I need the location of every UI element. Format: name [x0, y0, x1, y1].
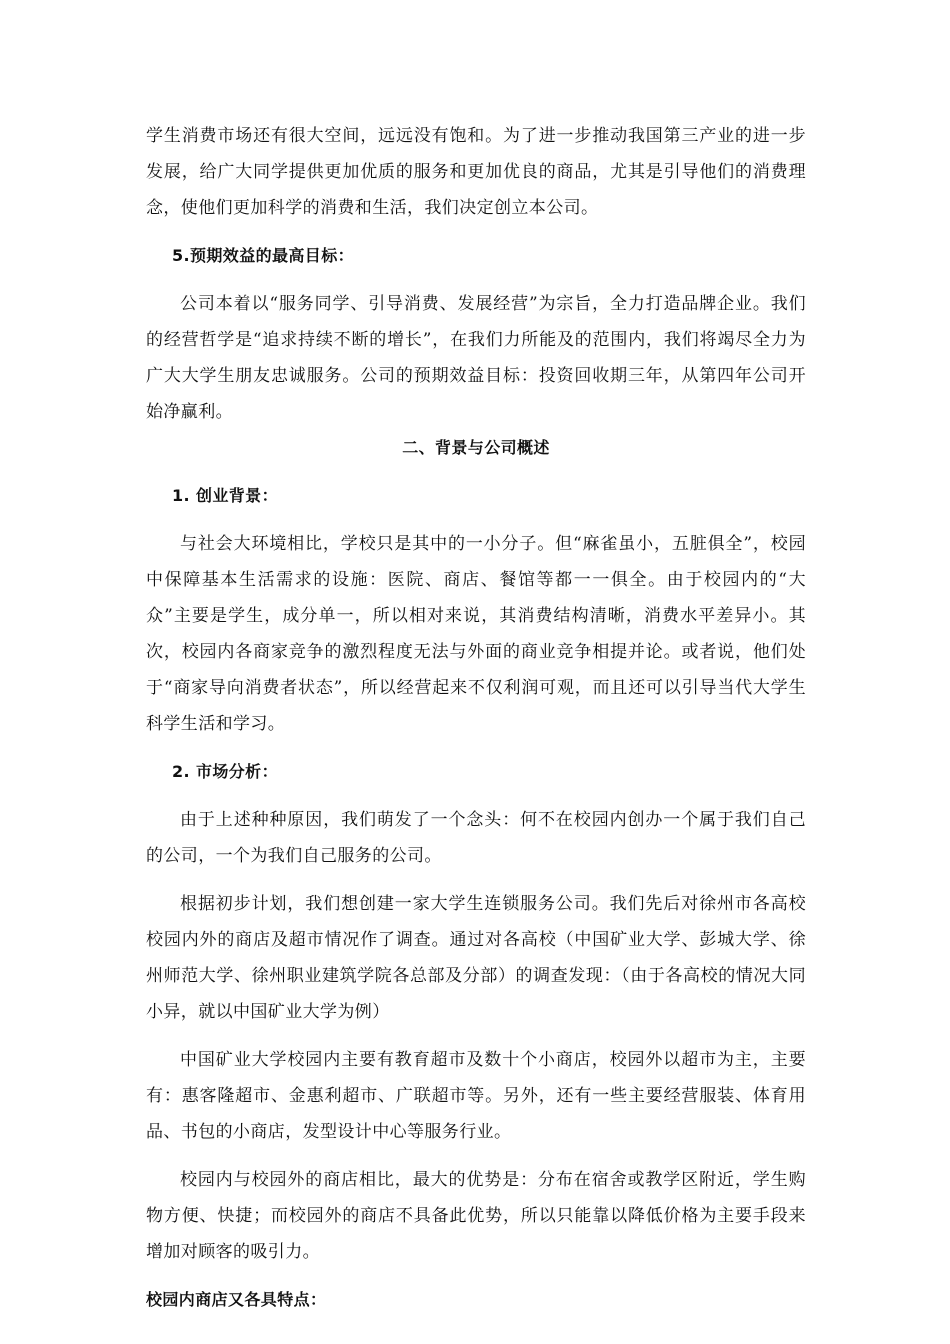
paragraph-company-goal: 公司本着以“服务同学、引导消费、发展经营”为宗旨，全力打造品牌企业。我们的经营哲学是“追求持续不断的增长”，在我们力所能及的范围内，我们将竭尽全力为广大大学生朋友忠诚服务。公司的预期效益目标：投资回收期三年，从第四年公司开始净赢利。: [146, 294, 806, 422]
paragraph-idea: 由于上述种种原因，我们萌发了一个念头：何不在校园内创办一个属于我们自己的公司，一个为我们自己服务的公司。: [146, 810, 806, 866]
document-body: [146, 118, 806, 1318]
heading-expected-benefit: 5.预期效益的最高目标：: [172, 246, 355, 265]
paragraph-startup-background: 与社会大环境相比，学校只是其中的一小分子。但“麻雀虽小，五脏俱全”，校园中保障基本生活需求的设施：医院、商店、餐馆等都一一俱全。由于校园内的“大众”主要是学生，成分单一，所以相对来说，其消费结构清晰，消费水平差异小。其次，校园内各商家竞争的激烈程度无法与外面的商业竞争相提并论。或者说，他们处于“商家导向消费者状态”，所以经营起来不仅利润可观，而且还可以引导当代大学生科学生活和学习。: [146, 534, 806, 734]
paragraph-advantage: 校园内与校园外的商店相比，最大的优势是：分布在宿舍或教学区附近，学生购物方便、快捷；而校园外的商店不具备此优势，所以只能靠以降低价格为主要手段来增加对顾客的吸引力。: [146, 1170, 806, 1262]
section-title-background: 二、背景与公司概述: [402, 438, 550, 457]
heading-market-analysis: 2. 市场分析：: [172, 762, 278, 781]
heading-startup-background: 1. 创业背景：: [172, 486, 278, 505]
paragraph-survey: 根据初步计划，我们想创建一家大学生连锁服务公司。我们先后对徐州市各高校校园内外的商店及超市情况作了调查。通过对各高校（中国矿业大学、彭城大学、徐州师范大学、徐州职业建筑学院各总部及分部）的调查发现：（由于各高校的情况大同小异，就以中国矿业大学为例）: [146, 894, 806, 1022]
paragraph-market-space: 学生消费市场还有很大空间，远远没有饱和。为了进一步推动我国第三产业的进一步发展，给广大同学提供更加优质的服务和更加优良的商品，尤其是引导他们的消费理念，使他们更加科学的消费和生活，我们决定创立本公司。: [146, 126, 806, 218]
paragraph-cumt-shops: 中国矿业大学校园内主要有教育超市及数十个小商店，校园外以超市为主，主要有：惠客隆超市、金惠利超市、广联超市等。另外，还有一些主要经营服装、体育用品、书包的小商店，发型设计中心等服务行业。: [146, 1050, 806, 1142]
heading-campus-shop-features: 校园内商店又各具特点：: [146, 1290, 327, 1309]
